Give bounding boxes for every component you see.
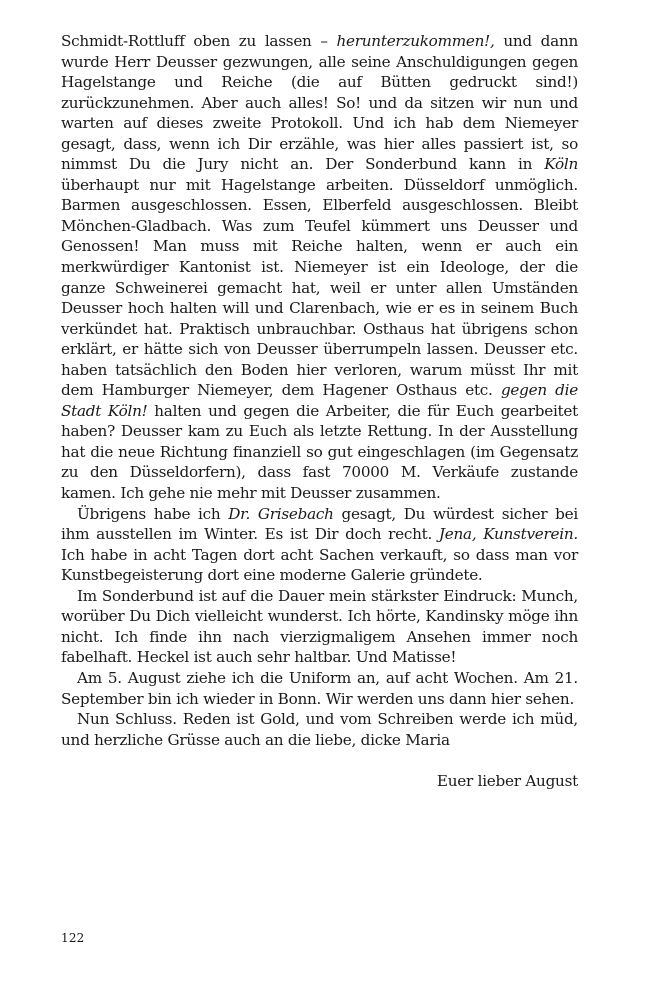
text-run: überhaupt nur mit Hagelstange arbeiten. Düsseldorf unmöglich. Barmen ausgeschlossen. Essen, Elberfeld ausgeschlossen. Bleibt Mönchen-Gladbach. Was zum Teufel kümmert uns Deusser und Genossen! Man muss mit Reiche halten, wenn er auch ein merkwürdiger Kantonist ist. Niemeyer ist ein Ideologe, der die ganze Schweinerei gemacht hat, weil er unter allen Umständen Deusser hoch halten will und Clarenbach, wie er es in seinem Buch verkündet hat. Praktisch unbrauchbar. Osthaus hat übrigens schon erklärt, er hätte sich von Deusser überrumpeln lassen. Deusser etc. haben tatsächlich den Boden hier verloren, warum müsst Ihr mit dem Hamburger Niemeyer, dem Hagener Osthaus etc. xyxy=(61,175,578,400)
italic-text: Dr. Grisebach xyxy=(228,504,334,523)
paragraph xyxy=(61,668,578,709)
text-run: halten und gegen die Arbeiter, die für Euch gearbeitet haben? Deusser kam zu Euch als letzte Rettung. In der Ausstellung hat die neue Richtung finanziell so gut eingeschlagen (im Gegensatz zu den Düsseldorfern), dass fast 70000 M. Verkäufe zustande kamen. Ich gehe nie mehr mit Deusser zusammen. xyxy=(61,401,578,503)
paragraph xyxy=(61,504,578,586)
paragraph xyxy=(61,709,578,750)
letter-body xyxy=(61,31,578,807)
text-run: gesagt, Du würdest sicher bei ihm ausstellen im Winter. Es ist Dir doch recht. xyxy=(61,504,578,544)
paragraph xyxy=(61,31,578,504)
letter-paragraphs xyxy=(61,31,578,750)
italic-text: gegen die Stadt Köln! xyxy=(61,381,578,420)
italic-text: herunterzukommen!, xyxy=(336,32,495,50)
text-run: und dann wurde Herr Deusser gezwungen, alle seine Anschuldigungen gegen Hagelstange und Reiche (die auf Bütten gedruckt sind!) zurückzunehmen. Aber auch alles! So! und da sitzen wir nun und warten auf dieses zweite Protokoll. Und ich hab dem Niemeyer gesagt, dass, wenn ich Dir erzähle, was hier alles passiert ist, so nimmst Du die Jury nicht an. Der Sonderbund kann in xyxy=(61,32,579,174)
letter-closing: Euer lieber August xyxy=(436,772,578,791)
text-run: Am 5. August ziehe ich die Uniform an, auf acht Wochen. Am 21. September bin ich wieder in Bonn. Wir werden uns dann hier sehen. xyxy=(61,668,578,708)
text-run: Ich habe in acht Tagen dort acht Sachen verkauft, so dass man vor Kunstbegeisterung dort eine moderne Galerie gründete. xyxy=(61,545,578,585)
italic-text: Köln xyxy=(544,155,578,174)
text-run: Übrigens habe ich xyxy=(77,504,229,523)
text-run: Nun Schluss. Reden ist Gold, und vom Schreiben werde ich müd, und herzliche Grüsse auch an die liebe, dicke Maria xyxy=(61,710,578,749)
italic-text: Jena, Kunstverein. xyxy=(438,525,578,544)
paragraph xyxy=(61,586,578,668)
page-number: 122 xyxy=(61,931,85,945)
text-run: Im Sonderbund ist auf die Dauer mein stärkster Eindruck: Munch, worüber Du Dich vielleicht wunderst. Ich hörte, Kandinsky möge ihn nicht. Ich finde ihn nach vierzigmaligem Ansehen immer noch fabelhaft. Heckel ist auch sehr haltbar. Und Matisse! xyxy=(61,586,578,667)
text-run: Schmidt-Rottluff oben zu lassen – xyxy=(61,32,337,50)
